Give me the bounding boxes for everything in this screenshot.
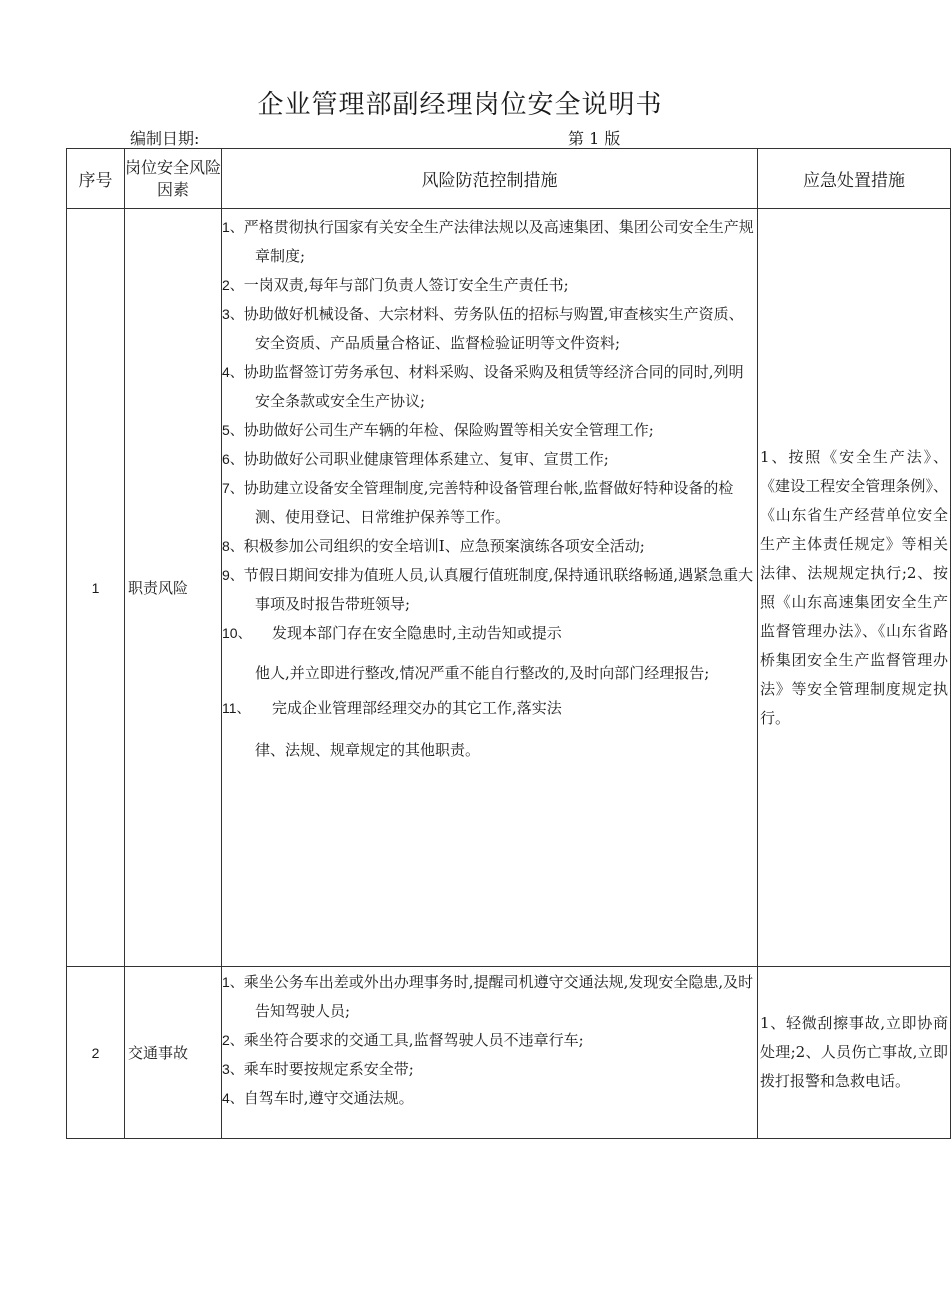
control-measures bbox=[222, 967, 758, 1139]
control-item: 5、协助做好公司生产车辆的年检、保险购置等相关安全管理工作; bbox=[222, 421, 654, 439]
control-item: 7、协助建立设备安全管理制度,完善特种设备管理台帐,监督做好特种设备的检测、使用登记、日常维护保养等工作。 bbox=[222, 479, 734, 526]
control-item: 8、积极参加公司组织的安全培训I、应急预案演练各项安全活动; bbox=[222, 537, 645, 555]
control-item: 2、一岗双责,每年与部门负责人签订安全生产责任书; bbox=[222, 276, 569, 294]
control-item: 1、严格贯彻执行国家有关安全生产法律法规以及高速集团、集团公司安全生产规章制度; bbox=[222, 218, 754, 265]
safety-table bbox=[66, 148, 951, 1139]
document-title: 企业管理部副经理岗位安全说明书 bbox=[257, 90, 663, 120]
row-number: 2 bbox=[67, 967, 125, 1139]
control-item: 11、 完成企业管理部经理交办的其它工作,落实法 bbox=[222, 699, 562, 717]
control-item: 6、协助做好公司职业健康管理体系建立、复审、宣贯工作; bbox=[222, 450, 609, 468]
control-item-continuation: 他人,并立即进行整改,情况严重不能自行整改的,及时向部门经理报告; bbox=[255, 664, 710, 682]
table-row bbox=[67, 967, 951, 1139]
control-item: 2、乘坐符合要求的交通工具,监督驾驶人员不违章行车; bbox=[222, 1031, 584, 1049]
table-row bbox=[67, 209, 951, 967]
risk-factor: 交通事故 bbox=[125, 967, 222, 1139]
header-no: 序号 bbox=[67, 149, 125, 209]
header-control: 风险防范控制措施 bbox=[222, 149, 758, 209]
control-item: 1、乘坐公务车出差或外出办理事务时,提醒司机遵守交通法规,发现安全隐患,及时告知驾驶人员; bbox=[222, 973, 754, 1020]
control-item: 9、节假日期间安排为值班人员,认真履行值班制度,保持通讯联络畅通,遇紧急重大事项及时报告带班领导; bbox=[222, 566, 754, 613]
header-row bbox=[67, 149, 951, 209]
control-item-continuation: 律、法规、规章规定的其他职责。 bbox=[255, 741, 481, 759]
emergency-measures: 1、按照《安全生产法》、《建设工程安全管理条例》、《山东省生产经营单位安全生产主体责任规定》等相关法律、法规规定执行;2、按照《山东高速集团安全生产监督管理办法》、《山东省路桥集团安全生产监督管理办法》等安全管理制度规定执行。 bbox=[758, 209, 951, 967]
row-number: 1 bbox=[67, 209, 125, 967]
emergency-measures: 1、轻微刮擦事故,立即协商处理;2、人员伤亡事故,立即拨打报警和急救电话。 bbox=[758, 967, 951, 1139]
control-item: 4、自驾车时,遵守交通法规。 bbox=[222, 1089, 414, 1107]
control-item: 10、 发现本部门存在安全隐患时,主动告知或提示 bbox=[222, 624, 562, 642]
date-label: 编制日期: bbox=[130, 129, 200, 148]
control-item: 3、协助做好机械设备、大宗材料、劳务队伍的招标与购置,审查核实生产资质、安全资质、产品质量合格证、监督检验证明等文件资料; bbox=[222, 305, 744, 352]
header-risk: 岗位安全风险因素 bbox=[125, 149, 222, 209]
header-emergency: 应急处置措施 bbox=[758, 149, 951, 209]
control-item: 3、乘车时要按规定系安全带; bbox=[222, 1060, 414, 1078]
version-label: 第 1 版 bbox=[568, 129, 621, 148]
control-measures bbox=[222, 209, 758, 967]
risk-factor: 职责风险 bbox=[125, 209, 222, 967]
control-item: 4、协助监督签订劳务承包、材料采购、设备采购及租赁等经济合同的同时,列明安全条款或安全生产协议; bbox=[222, 363, 744, 410]
